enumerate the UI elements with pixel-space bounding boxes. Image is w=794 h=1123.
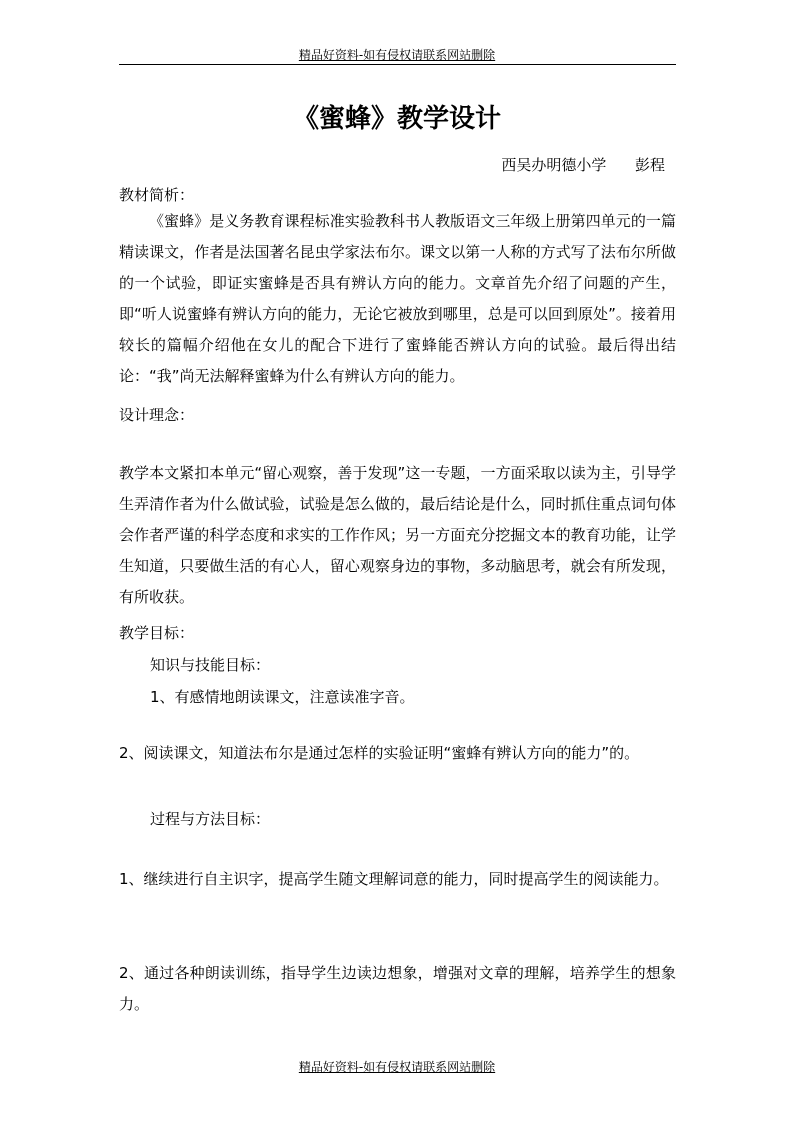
knowledge-heading: 知识与技能目标： bbox=[150, 656, 271, 674]
material-paragraph: 《蜜蜂》是义务教育课程标准实验教科书人教版语文三年级上册第四单元的一篇精读课文，作者是法国著名昆虫学家法布尔。课文以第一人称的方式写了法布尔所做的一个试验，即证实蜜蜂是否具有辨认方向的能力。文章首先介绍了问题的产生，即“听人说蜜蜂有辨认方向的能力，无论它被放到哪里，总是可以回到原处”。接着用较长的篇幅介绍他在女儿的配合下进行了蜜蜂能否辨认方向的试验。最后得出结论：“我”尚无法解释蜜蜂为什么有辨认方向的能力。 bbox=[119, 212, 676, 385]
concept-paragraph: 教学本文紧扣本单元“留心观察，善于发现”这一专题，一方面采取以读为主，引导学生弄清作者为什么做试验，试验是怎么做的，最后结论是什么，同时抓住重点词句体会作者严谨的科学态度和求实的工作作风；另一方面充分挖掘文本的教育功能，让学生知道，只要做生活的有心人，留心观察身边的事物，多动脑思考，就会有所发现，有所收获。 bbox=[119, 464, 676, 606]
page-header-note: 精品好资料-如有侵权请联系网站删除 bbox=[298, 48, 496, 62]
header-rule bbox=[119, 64, 676, 65]
knowledge-item-1: 1、有感情地朗读课文，注意读准字音。 bbox=[150, 688, 415, 706]
process-item-2: 2、通过各种朗读训练，指导学生边读边想象，增强对文章的理解，培养学生的想象力。 bbox=[119, 964, 676, 1013]
author-line: 西吴办明德小学 彭程 bbox=[501, 156, 665, 174]
goals-heading: 教学目标： bbox=[119, 624, 195, 642]
page-footer-note: 精品好资料-如有侵权请联系网站删除 bbox=[298, 1060, 496, 1074]
knowledge-item-2: 2、阅读课文，知道法布尔是通过怎样的实验证明“蜜蜂有辨认方向的能力”的。 bbox=[119, 744, 640, 762]
concept-heading: 设计理念： bbox=[119, 406, 195, 424]
material-heading: 教材简析： bbox=[119, 186, 195, 204]
process-item-1: 1、继续进行自主识字，提高学生随文理解词意的能力，同时提高学生的阅读能力。 bbox=[119, 870, 669, 888]
document-title: 《蜜蜂》教学设计 bbox=[292, 104, 501, 134]
process-heading: 过程与方法目标： bbox=[150, 810, 271, 828]
